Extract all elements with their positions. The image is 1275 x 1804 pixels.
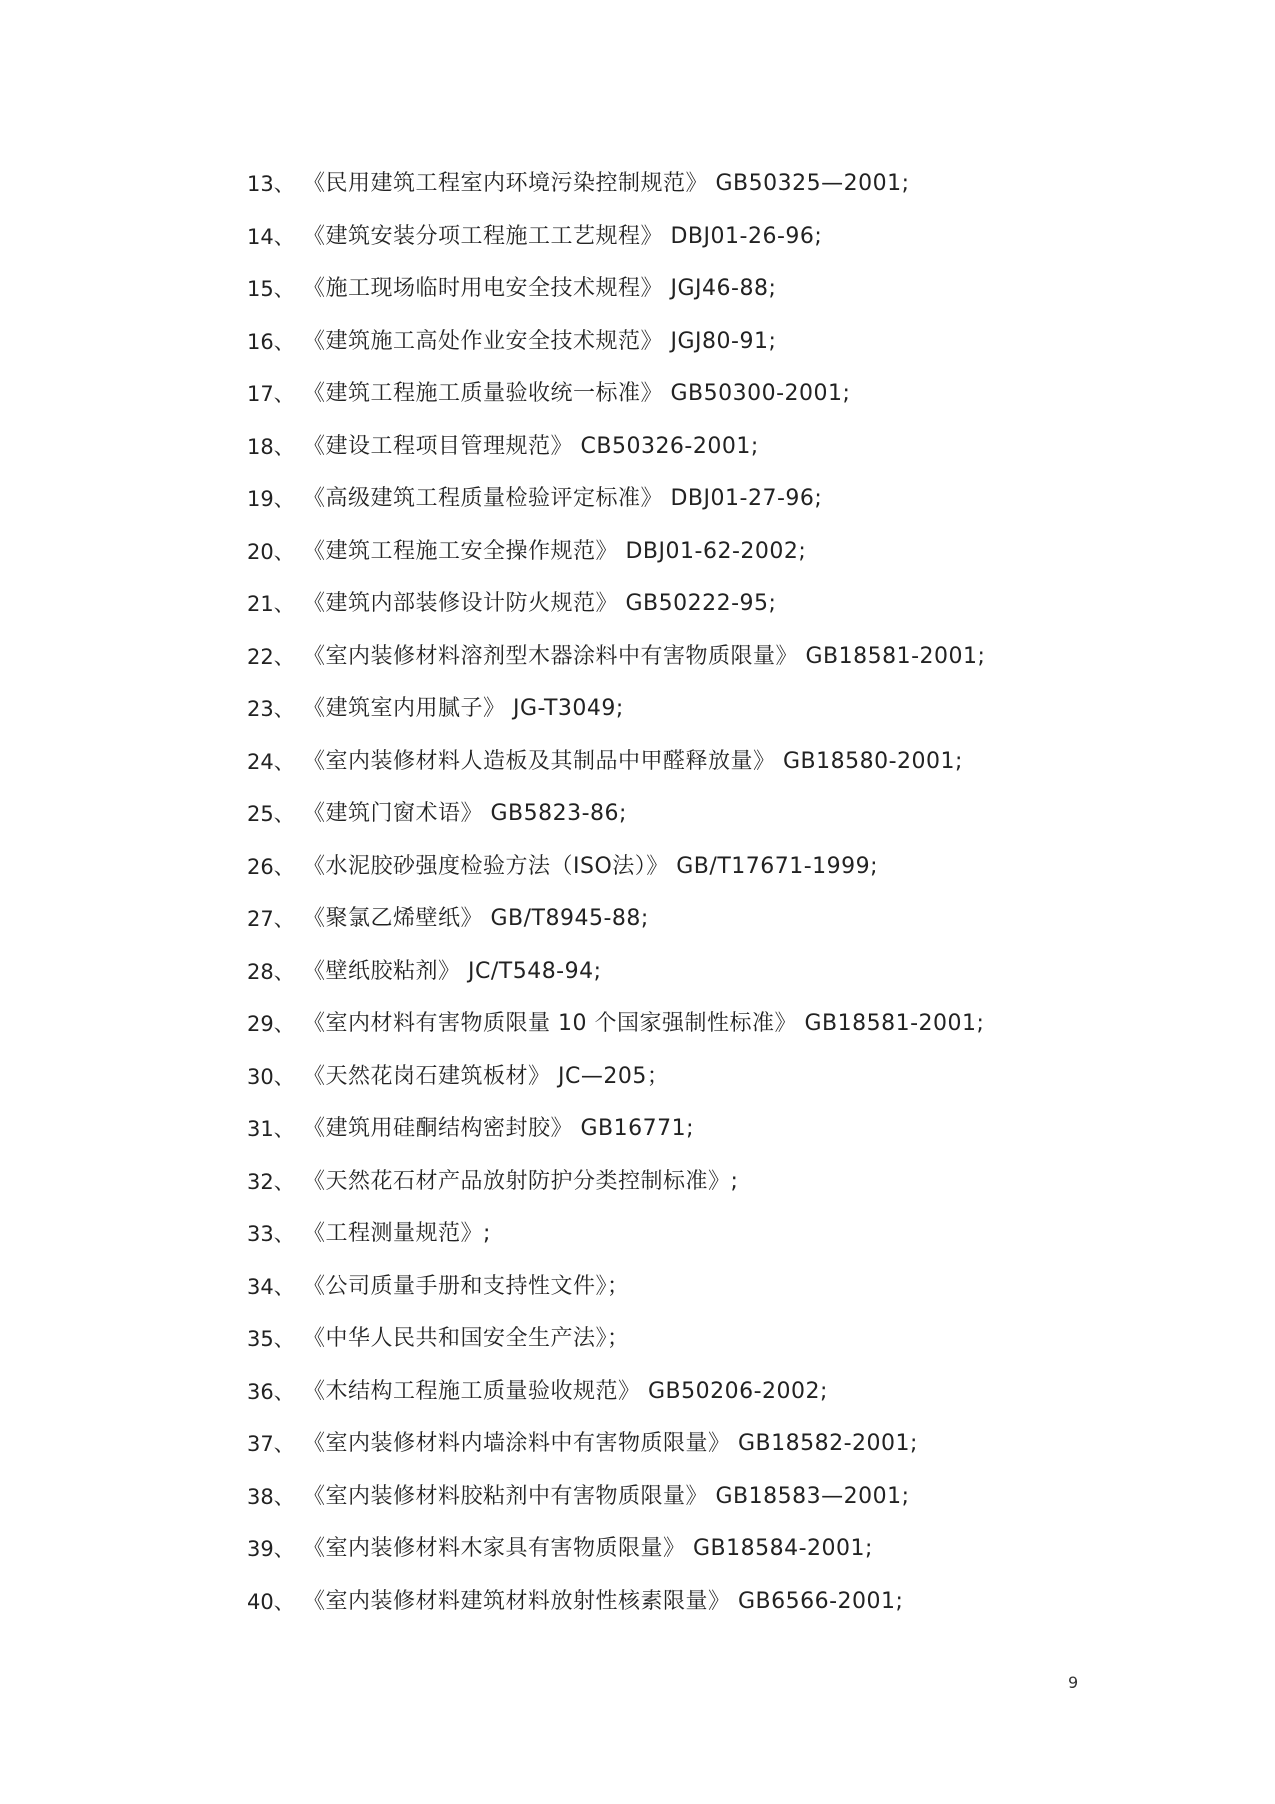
standard-reference: 《建筑工程施工安全操作规范》 DBJ01-62-2002; [303,538,807,564]
list-item [247,328,985,381]
list-item [247,1430,985,1483]
list-item [247,853,985,906]
item-number: 26、 [247,854,295,879]
item-number: 33、 [247,1222,295,1246]
standard-reference: 《公司质量手册和支持性文件》； [303,1273,630,1299]
standard-reference: 《建筑内部装修设计防火规范》 GB50222-95; [303,591,777,616]
standard-reference: 《民用建筑工程室内环境污染控制规范》 GB50325—2001; [303,171,910,196]
item-number: 28、 [247,959,295,984]
standard-reference: 《建筑门窗术语》 GB5823-86; [303,801,627,826]
standard-reference: 《木结构工程施工质量验收规范》 GB50206-2002; [303,1378,828,1404]
standard-reference: 《天然花岗石建筑板材》 JC—205； [303,1063,670,1089]
list-item [247,1483,985,1536]
standard-reference: 《室内装修材料胶粘剂中有害物质限量》 GB18583—2001; [303,1483,910,1509]
list-item [247,1535,985,1588]
standard-reference: 《天然花石材产品放射防护分类控制标准》; [303,1168,739,1194]
standard-reference: 《聚氯乙烯壁纸》 GB/T8945-88; [303,906,649,931]
list-item [247,1115,985,1168]
list-item [247,1588,985,1641]
standard-reference: 《建筑用硅酮结构密封胶》 GB16771; [303,1116,695,1141]
item-number: 25、 [247,802,295,826]
list-item [247,170,985,223]
list-item [247,695,985,748]
list-item [247,958,985,1011]
standard-reference: 《室内材料有害物质限量 10 个国家强制性标准》 GB18581-2001; [303,1011,985,1036]
list-item [247,223,985,276]
item-number: 37、 [247,1432,295,1456]
item-number: 14、 [247,224,295,249]
list-item [247,433,985,486]
standard-reference: 《室内装修材料内墙涂料中有害物质限量》 GB18582-2001; [303,1431,918,1456]
list-item [247,1273,985,1326]
item-number: 17、 [247,382,295,406]
standard-reference: 《建设工程项目管理规范》 CB50326-2001; [303,433,759,459]
standard-reference: 《室内装修材料溶剂型木器涂料中有害物质限量》 GB18581-2001; [303,643,986,669]
list-item [247,1325,985,1378]
standards-list [247,170,985,1640]
list-item [247,590,985,643]
standard-reference: 《壁纸胶粘剂》 JC/T548-94; [303,958,602,984]
item-number: 13、 [247,172,295,196]
standard-reference: 《建筑工程施工质量验收统一标准》 GB50300-2001; [303,381,851,406]
item-number: 20、 [247,539,295,564]
list-item [247,538,985,591]
list-item [247,1168,985,1221]
item-number: 15、 [247,277,295,301]
item-number: 27、 [247,907,295,931]
list-item [247,1220,985,1273]
item-number: 34、 [247,1274,295,1299]
standard-reference: 《室内装修材料建筑材料放射性核素限量》 GB6566-2001; [303,1588,904,1614]
item-number: 24、 [247,749,295,774]
list-item [247,1063,985,1116]
standard-reference: 《工程测量规范》; [303,1221,491,1246]
list-item [247,275,985,328]
standard-reference: 《水泥胶砂强度检验方法（ISO法）》 GB/T17671-1999; [303,853,879,879]
standard-reference: 《高级建筑工程质量检验评定标准》 DBJ01-27-96; [303,486,823,511]
item-number: 21、 [247,592,295,616]
item-number: 35、 [247,1327,295,1351]
standard-reference: 《室内装修材料木家具有害物质限量》 GB18584-2001; [303,1536,873,1561]
standard-reference: 《建筑施工高处作业安全技术规范》 JGJ80-91; [303,328,777,354]
list-item [247,748,985,801]
standard-reference: 《施工现场临时用电安全技术规程》 JGJ46-88; [303,276,777,301]
page-number: 9 [1068,1673,1079,1692]
item-number: 30、 [247,1064,295,1089]
standard-reference: 《室内装修材料人造板及其制品中甲醛释放量》 GB18580-2001; [303,748,963,774]
item-number: 23、 [247,697,295,721]
item-number: 22、 [247,644,295,669]
item-number: 18、 [247,434,295,459]
item-number: 29、 [247,1012,295,1036]
list-item [247,643,985,696]
item-number: 16、 [247,329,295,354]
item-number: 40、 [247,1589,295,1614]
list-item [247,380,985,433]
item-number: 19、 [247,487,295,511]
standard-reference: 《建筑安装分项工程施工工艺规程》 DBJ01-26-96; [303,223,823,249]
item-number: 31、 [247,1117,295,1141]
list-item [247,485,985,538]
item-number: 36、 [247,1379,295,1404]
list-item [247,1378,985,1431]
list-item [247,800,985,853]
item-number: 38、 [247,1484,295,1509]
standard-reference: 《建筑室内用腻子》 JG-T3049; [303,696,624,721]
list-item [247,1010,985,1063]
list-item [247,905,985,958]
standard-reference: 《中华人民共和国安全生产法》； [303,1326,630,1351]
item-number: 39、 [247,1537,295,1561]
item-number: 32、 [247,1169,295,1194]
